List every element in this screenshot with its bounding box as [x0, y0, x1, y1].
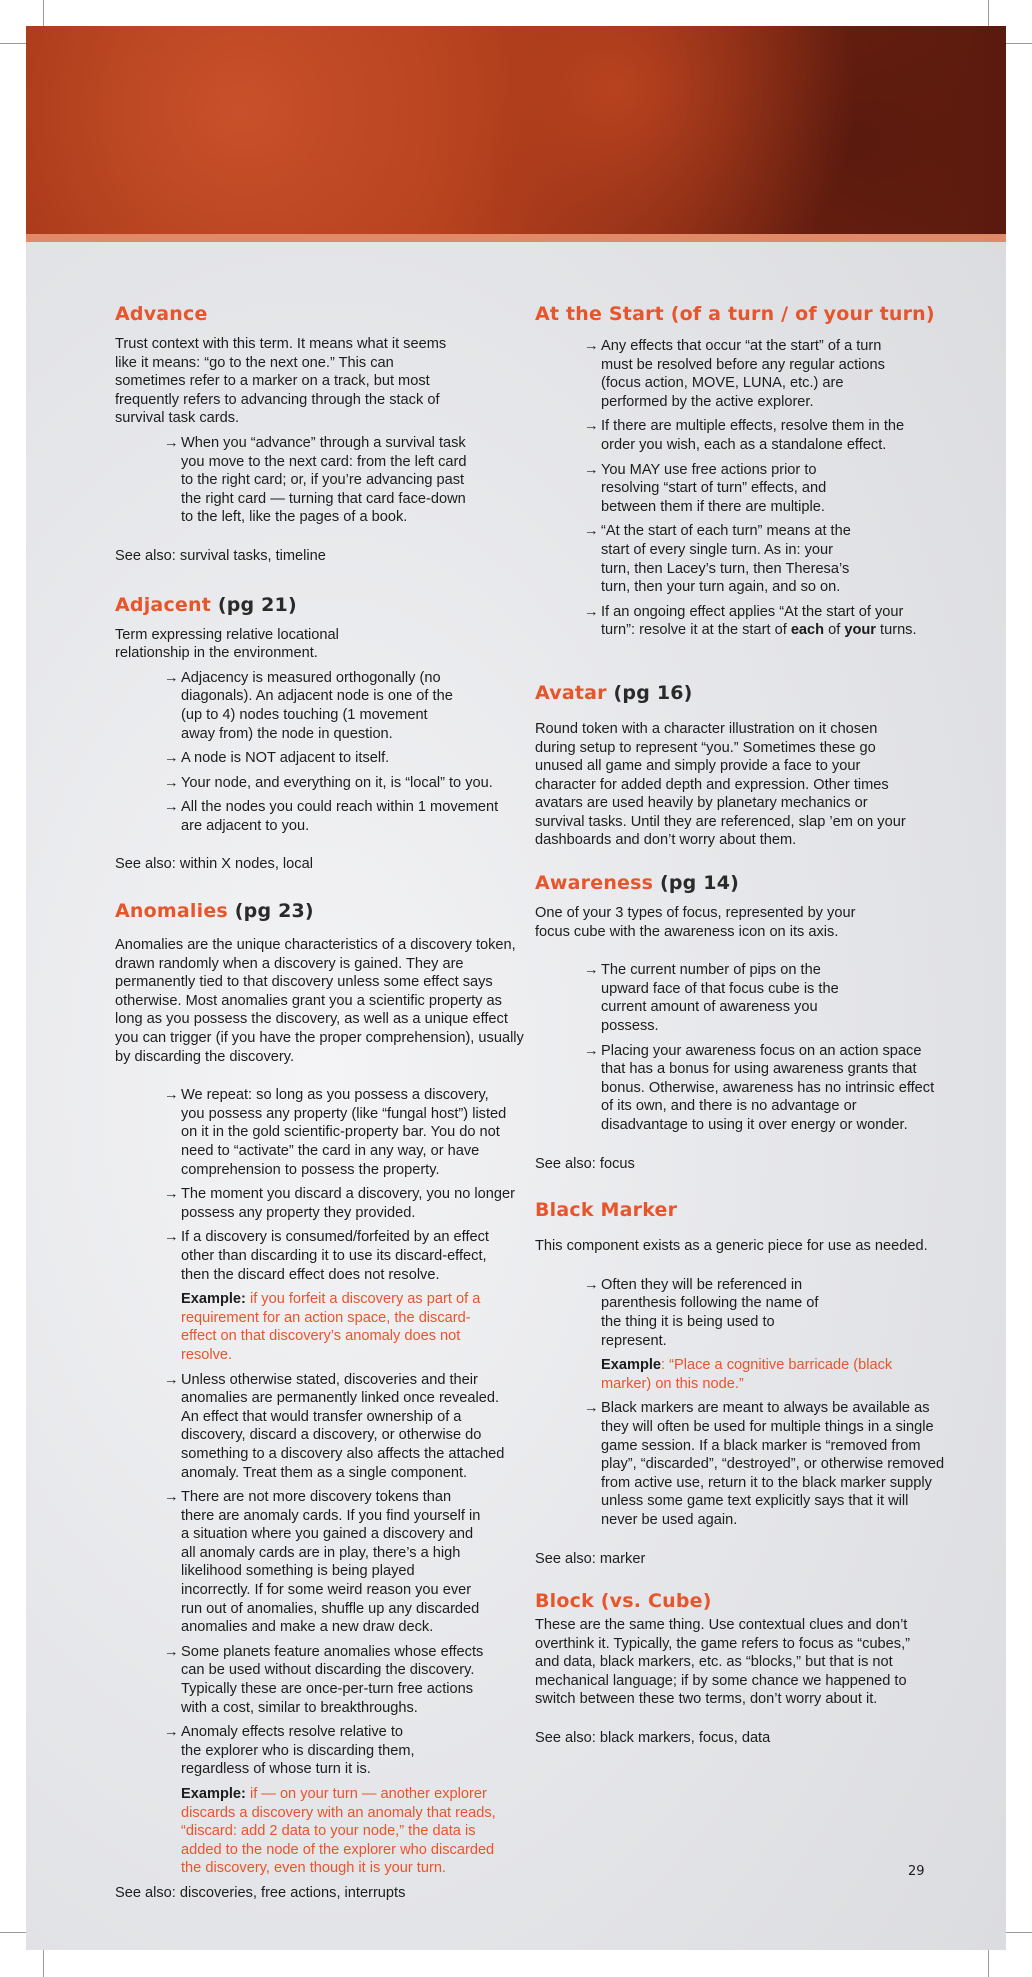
list-item: → When you “advance” through a survival task you move to the next card: from the left card to the right card; or, if you’re advancing past the right card — turning that card face-down to the left, like the pages of a book.	[181, 434, 481, 527]
bullet-list	[181, 434, 481, 527]
see-also: See also: survival tasks, timeline	[115, 547, 326, 564]
bullet-list	[601, 961, 936, 1134]
entry-intro: Round token with a character illustration on it chosen during setup to represent “you.” Sometimes these go unused all game and simply provide a face to your character for added depth and expression. Other times avatars are used heavily by planetary mechanics or survival tasks. Until they are referenced, slap ’em on your dashboards and don’t worry about them.	[535, 720, 906, 849]
entry-title: Block (vs. Cube)	[535, 1590, 712, 1613]
see-also: See also: discoveries, free actions, interrupts	[115, 1884, 406, 1901]
entry-at-the-start	[535, 301, 965, 640]
entry-title: Anomalies (pg 23)	[115, 900, 314, 923]
list-item: → All the nodes you could reach within 1 movement are adjacent to you.	[181, 798, 511, 835]
crop-mark	[1006, 43, 1032, 44]
bullet-list	[181, 669, 511, 836]
entry-title: Awareness (pg 14)	[535, 872, 740, 895]
bullet-list	[181, 1371, 516, 1779]
rulebook-page	[26, 26, 1006, 1950]
entry-block	[535, 1588, 965, 1748]
see-also: See also: marker	[535, 1550, 646, 1567]
list-item: → A node is NOT adjacent to itself.	[181, 749, 511, 768]
list-item: → Your node, and everything on it, is “local” to you.	[181, 774, 511, 793]
entry-advance	[115, 301, 530, 566]
list-item: → Black markers are meant to always be available as they will often be used for multiple things in a single game session. If a black marker is “removed from play”, “discarded”, “destroyed”, or otherwise removed from active use, return it to the black marker supply unless some game text explicitly says that it will never be used again.	[601, 1399, 946, 1529]
crop-mark	[43, 1950, 44, 1977]
list-item: → If a discovery is consumed/forfeited by an effect other than discarding it to use its discard-effect, then the discard effect does not resolve.	[181, 1228, 516, 1284]
see-also: See also: within X nodes, local	[115, 856, 313, 873]
left-column	[115, 276, 530, 1903]
entry-intro: Trust context with this term. It means what it seems like it means: “go to the next one.” This can sometimes refer to a marker on a track, but most frequently refers to advancing through the stack of survival task cards.	[115, 336, 447, 427]
entry-intro: Anomalies are the unique characteristics of a discovery token, drawn randomly when a discovery is gained. They are permanently tied to that discovery unless some effect says otherwise. Most anomalies grant you a scientific property as long as you possess the discovery, as well as a unique effect you can trigger (if you have the proper comprehension), usually by discarding the discovery.	[115, 937, 524, 1065]
list-item: → The moment you discard a discovery, you no longer possess any property they provided.	[181, 1185, 516, 1222]
example-text: Example: if — on your turn — another explorer discards a discovery with an anomaly that reads, “discard: add 2 data to your node,” the data is added to the node of the explorer who discarded the discovery, even though it is your turn.	[181, 1786, 496, 1877]
entry-intro: One of your 3 types of focus, represented by your focus cube with the awareness icon on its axis.	[535, 905, 856, 940]
entry-title: Black Marker	[535, 1199, 678, 1222]
bullet-list	[601, 1399, 946, 1529]
crop-mark	[988, 0, 989, 26]
crop-mark	[0, 1932, 26, 1933]
entry-awareness	[535, 870, 965, 1173]
list-item: → If there are multiple effects, resolve them in the order you wish, each as a standalone effect.	[601, 417, 931, 454]
entry-title: At the Start (of a turn / of your turn)	[535, 303, 935, 325]
header-stripe	[26, 234, 1006, 242]
example-text: Example: if you forfeit a discovery as part of a requirement for an action space, the discard-effect on that discovery’s anomaly does not resolve.	[181, 1291, 481, 1363]
entry-title: Advance	[115, 303, 208, 325]
list-item: → Anomaly effects resolve relative to the explorer who is discarding them, regardless of whose turn it is.	[181, 1723, 516, 1779]
list-item: → Any effects that occur “at the start” of a turn must be resolved before any regular actions (focus action, MOVE, LUNA, etc.) are performed by the active explorer.	[601, 337, 931, 411]
header-banner-image	[26, 26, 1006, 234]
entry-adjacent	[115, 592, 530, 875]
bullet-list	[601, 1276, 941, 1350]
entry-avatar	[535, 680, 965, 850]
list-item: → You MAY use free actions prior to resolving “start of turn” effects, and between them if there are multiple.	[601, 461, 931, 517]
list-item: → There are not more discovery tokens than there are anomaly cards. If you find yourself in a situation where you gained a discovery and all anomaly cards are in play, there’s a high likelihood something is being played incorrectly. If for some weird reason you ever run out of anomalies, shuffle up any discarded anomalies and make a new draw deck.	[181, 1488, 516, 1637]
bullet-list	[601, 337, 931, 640]
list-item: → Placing your awareness focus on an action space that has a bonus for using awareness grants that bonus. Otherwise, awareness has no intrinsic effect of its own, and there is no advantage or disadvantage to using it over energy or wonder.	[601, 1042, 936, 1135]
entry-intro: These are the same thing. Use contextual clues and don’t overthink it. Typically, the game refers to focus as “cubes,” and data, black markers, etc. as “blocks,” but that is not mechanical language; if by some chance we happened to switch between these two terms, don’t worry about it.	[535, 1617, 911, 1708]
page-number: 29	[908, 1864, 925, 1879]
entry-anomalies	[115, 898, 530, 1903]
entry-black-marker	[535, 1197, 965, 1568]
crop-mark	[1006, 1932, 1032, 1933]
entry-intro: This component exists as a generic piece for use as needed.	[535, 1238, 928, 1255]
list-item: → We repeat: so long as you possess a discovery, you possess any property (like “fungal host”) listed on it in the gold scientific-property bar. You do not need to “activate” the card in any way, or have comprehension to possess the property.	[181, 1086, 516, 1179]
list-item: → Some planets feature anomalies whose effects can be used without discarding the discovery. Typically these are once-per-turn free actions with a cost, similar to breakthroughs.	[181, 1643, 516, 1717]
list-item: → Often they will be referenced in parenthesis following the name of the thing it is being used to represent.	[601, 1276, 941, 1350]
list-item: → “At the start of each turn” means at the start of every single turn. As in: your turn, then Lacey’s turn, then Theresa’s turn, then your turn again, and so on.	[601, 522, 931, 596]
crop-mark	[43, 0, 44, 26]
example-text: Example: “Place a cognitive barricade (black marker) on this node.”	[601, 1357, 893, 1392]
crop-mark	[0, 43, 26, 44]
bullet-list	[181, 1086, 516, 1284]
see-also: See also: black markers, focus, data	[535, 1730, 771, 1747]
list-item: → The current number of pips on the upward face of that focus cube is the current amount of awareness you possess.	[601, 961, 936, 1035]
list-item: → Adjacency is measured orthogonally (no diagonals). An adjacent node is one of the (up to 4) nodes touching (1 movement away from) the node in question.	[181, 669, 511, 743]
entry-intro: Term expressing relative locational relationship in the environment.	[115, 626, 339, 662]
crop-mark	[988, 1950, 989, 1977]
entry-title: Adjacent (pg 21)	[115, 593, 297, 616]
list-item: → Unless otherwise stated, discoveries and their anomalies are permanently linked once revealed. An effect that would transfer ownership of a discovery, discard a discovery, or otherwise do something to a discovery also affects the attached anomaly. Treat them as a single component.	[181, 1371, 516, 1483]
list-item: → If an ongoing effect applies “At the start of your turn”: resolve it at the start of each of your turns.	[601, 603, 931, 640]
right-column	[535, 276, 965, 1748]
see-also: See also: focus	[535, 1155, 635, 1172]
entry-title: Avatar (pg 16)	[535, 681, 693, 704]
